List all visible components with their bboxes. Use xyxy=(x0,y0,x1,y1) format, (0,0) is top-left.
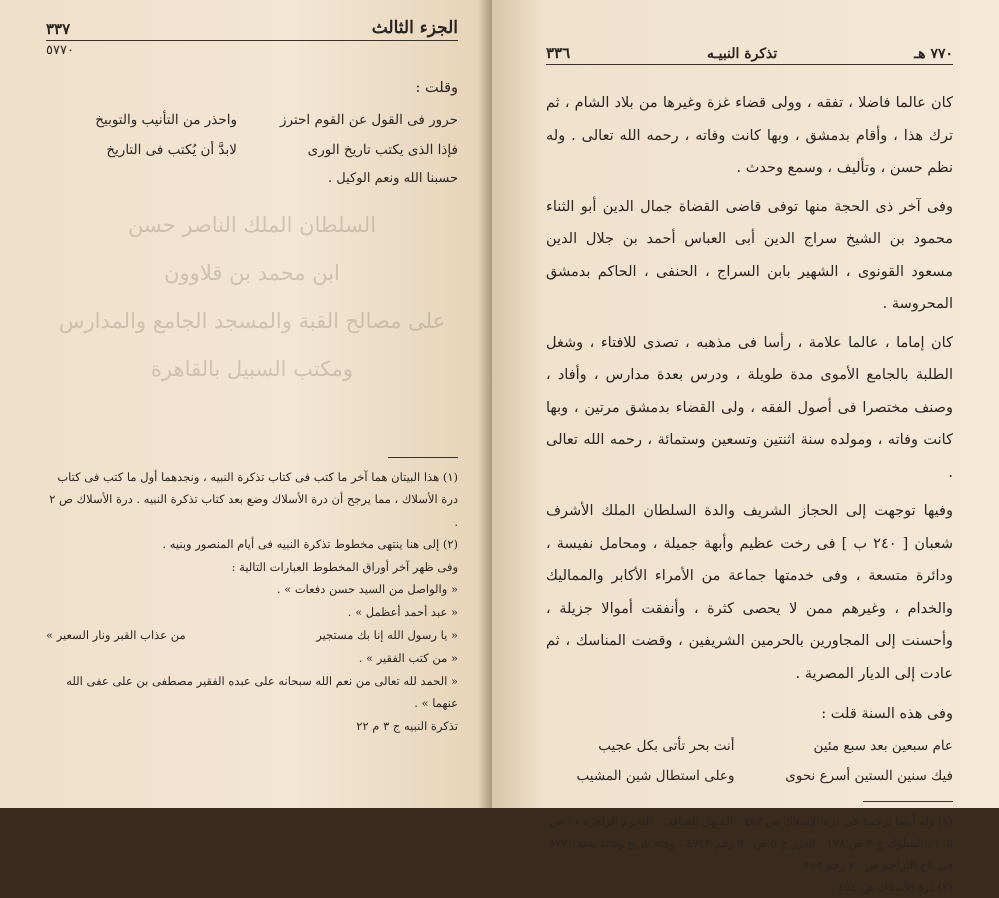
running-header xyxy=(46,6,458,38)
page-title: الجزء الثالث xyxy=(371,18,458,38)
page-number: ٣٣٦ xyxy=(546,44,571,62)
paragraph: كان إماما ، عالما علامة ، رأسا فى مذهبه ، تصدى للافتاء ، وشغل الطلبة بالجامع الأموى مدة طويلة ، ودرس بعدة مدارس ، وأفاد ، وصنف مختصرا فى أصول الفقه ، ولى القضاء بدمشق مرتين ، وبها كانت وفاته ، ومولده سنة اثنتين وتسعين وستمائة ، رحمه الله تعالى . xyxy=(546,334,954,481)
header-rule xyxy=(546,64,953,65)
bleed-line: ابن محمد بن قلاوون xyxy=(164,260,340,285)
footnote-rule xyxy=(388,457,458,458)
bleed-line: على مصالح القبة والمسجد الجامع والمدارس xyxy=(58,308,446,333)
verse-intro: وفى هذه السنة قلت : xyxy=(821,706,953,722)
paragraph: وفى آخر ذى الحجة منها توفى قاضى القضاة جمال الدين أبو الثناء محمود بن الشيخ سراج الدين أبى العباس أحمد بن جلال الدين مسعود القونوى ، الشهير بابن السراج ، الحنفى ، الحاكم بدمشق المحروسة . xyxy=(546,198,953,312)
sub-number: ٥٧٧٠ xyxy=(46,43,74,58)
left-book-page xyxy=(0,0,492,808)
footnote: « عبد أحمد أعظمل » . xyxy=(347,604,458,619)
signature-line: تذكرة النبيه ج ٣ م ٢٢ xyxy=(356,718,458,733)
footnotes xyxy=(46,466,458,738)
header-rule xyxy=(46,40,458,41)
footnote: « والواصل من السيد حسن دفعات » . xyxy=(276,582,458,596)
paragraph: وفيها توجهت إلى الحجاز الشريف والدة السلطان الملك الأشرف شعبان [ ٢٤٠ ب ] فى رخت عظيم وأبهة جميلة ، ومحامل نفيسة ، ودائرة متسعة ، وفى خدمتها جماعة من الأمراء الأكابر والمماليك والخدام ، وغيرهم ممن لا يحصى كثرة ، وأنفقت أموالا جزيلة ، وأحسنت إلى المجاورين بالحرمين الشريفين ، وقضت المناسك ، ثم عادت إلى الديار المصرية . xyxy=(546,503,953,682)
footnote: (٢) إلى هنا ينتهى مخطوط تذكرة النبيه فى أيام المنصور وبنيه . xyxy=(162,537,458,551)
page-body xyxy=(546,87,953,791)
footnote: « من كتب الفقير » . xyxy=(358,651,458,665)
verse-hemistich: لابدَّ أن يُكتب فى التاريخ xyxy=(106,141,237,158)
footnote: (١) وله أيضا ترجمة فى درة الأسلاك ص ٤٥٣ ، المنهل الصافى ، النجوم الزاهرة ١١ ص ١٠٥ ، السلوك ج ٣ ص ١٧٨ ، الدرر ج ٥ ص ٩٠ رقم ٤٧٤٣ ، وجاء تاريخ وفاته سنة ٥٧٧١ فى تاج التراجم ص ٧٠ رقم ٢١٣ . xyxy=(548,813,953,872)
verse-hemistich: أنت بحر تأتى بكل عجيب xyxy=(598,737,735,754)
verse-hemistich: من عذاب القبر ونار السعير » xyxy=(46,628,186,642)
verse-hemistich: فإذا الذى يكتب تاريخ الورى xyxy=(307,141,458,158)
verse-hemistich: عام سبعين بعد سبع مئين xyxy=(813,737,953,754)
right-book-page xyxy=(492,0,999,894)
year-label: ٧٧٠ هـ xyxy=(914,46,953,62)
bleed-line: ومكتب السبيل بالقاهرة xyxy=(150,356,354,381)
footnote-rule xyxy=(863,801,953,802)
running-header xyxy=(546,40,953,62)
page-title: تذكرة النبيـه xyxy=(706,46,778,62)
bleed-through-text xyxy=(46,201,458,393)
page-number: ٣٣٧ xyxy=(46,20,71,38)
closing-line: حسبنا الله ونعم الوكيل . xyxy=(327,170,458,186)
footnote: (٢) درة الأسلاك ص ٤٥٤ . xyxy=(831,879,953,894)
poem xyxy=(546,731,953,791)
verse-hemistich: واحذر من التأنيب والتوبيخ xyxy=(95,111,237,128)
footnotes xyxy=(546,810,953,898)
page-body xyxy=(46,72,458,193)
footnote: « الحمد لله تعالى من نعم الله سبحانه على عبده الفقير مصطفى بن على عفى الله عنهما » . xyxy=(66,673,458,710)
verse-hemistich: وعلى استطال شين المشيب xyxy=(576,767,735,784)
verse-hemistich: « يا رسول الله إنا بك مستجير xyxy=(316,628,458,642)
footnote: وفى ظهر آخر أوراق المخطوط العبارات التالية : xyxy=(231,559,458,574)
footnote: (١) هذا البيتان هما آخر ما كتب فى كتاب تذكرة النبيه ، ونجدهما أول ما كتب فى كتاب درة الأسلاك ، مما يرجح أن درة الأسلاك وضع بعد كتاب تذكرة النبيه . درة الأسلاك ص ٢ . xyxy=(49,469,458,529)
verse-hemistich: حرور فى القول عن القوم احترز xyxy=(280,111,458,128)
paragraph: كان عالما فاضلا ، تفقه ، وولى قضاء غزة وغيرها من بلاد الشام ، ثم ترك هذا ، وأقام بدمشق ، وبها كانت وفاته ، رحمه الله تعالى . وله نظم حسن ، وتأليف ، وسمع وحدث . xyxy=(546,95,953,176)
bleed-line: السلطان الملك الناصر حسن xyxy=(127,212,377,237)
verse-intro: وقلت : xyxy=(415,80,458,96)
verse-hemistich: فيك سنين الستين أسرع نحوى xyxy=(785,767,953,784)
poem xyxy=(46,105,458,165)
footnote-verse xyxy=(46,623,458,647)
